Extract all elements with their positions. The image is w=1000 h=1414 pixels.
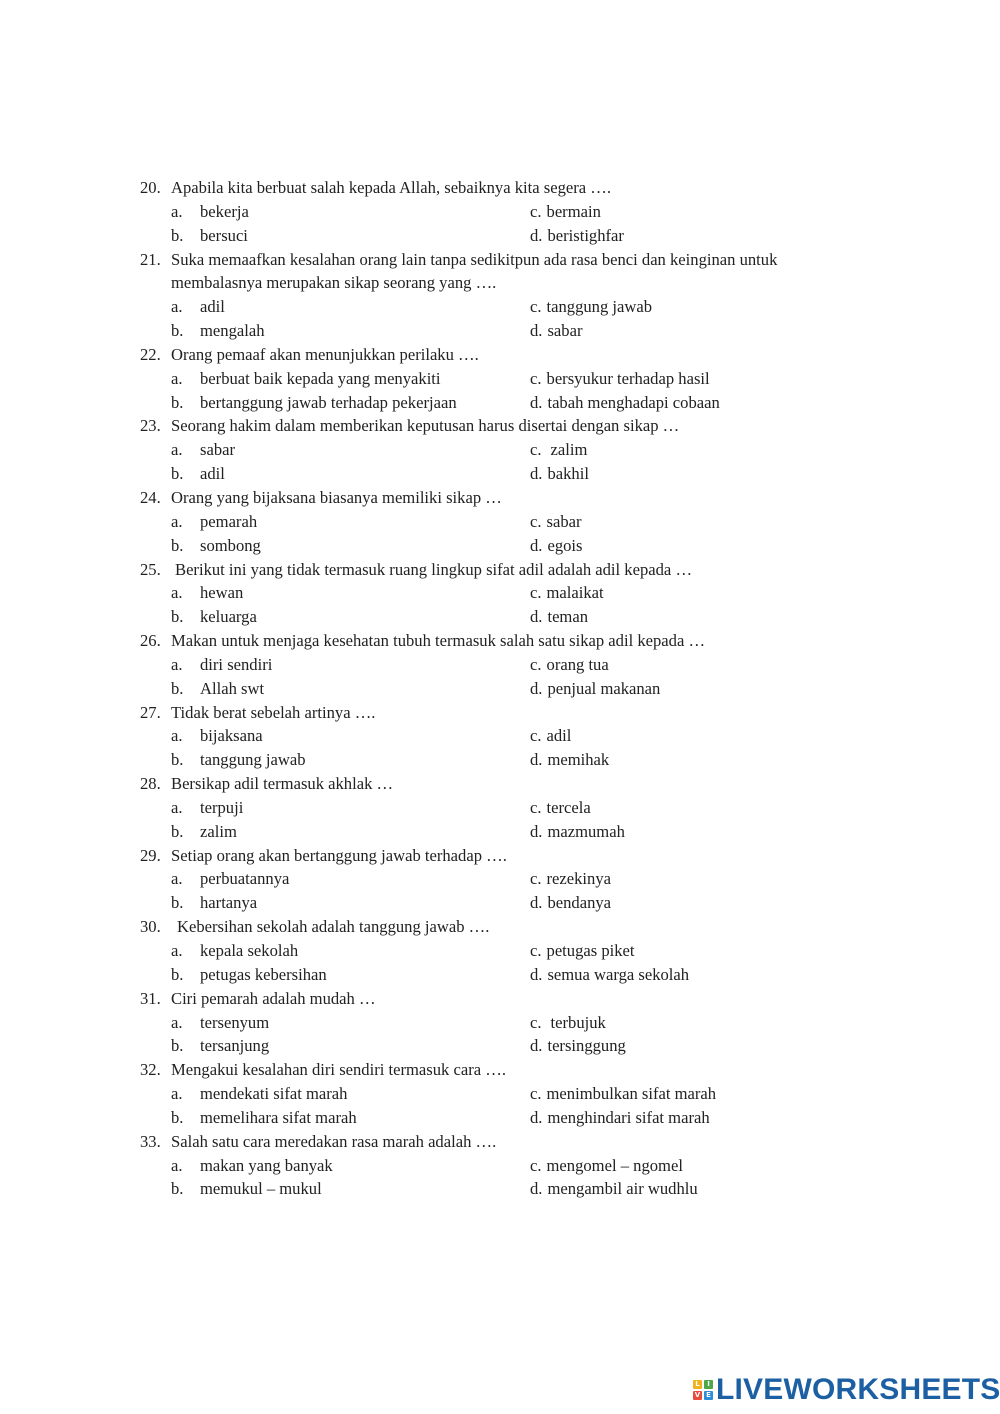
question-number: 26. <box>140 631 161 651</box>
option-d-letter: d. <box>530 392 543 412</box>
option-c-letter: c. <box>530 297 542 317</box>
question-text: Berikut ini yang tidak termasuk ruang lingkup sifat adil adalah adil kepada … <box>175 559 693 579</box>
option-a[interactable]: terpuji <box>200 797 244 817</box>
option-c[interactable] <box>530 724 571 748</box>
option-c-letter: c. <box>530 941 542 960</box>
option-c[interactable] <box>530 867 611 891</box>
question-27 <box>0 701 1000 773</box>
option-b[interactable]: bertanggung jawab terhadap pekerjaan <box>200 392 457 412</box>
option-d-letter: d. <box>530 821 543 841</box>
logo-mark-cell: L <box>693 1380 702 1389</box>
option-a[interactable]: hewan <box>200 583 244 603</box>
option-d-text: beristighfar <box>547 225 624 245</box>
option-b[interactable]: petugas kebersihan <box>200 964 327 984</box>
option-d[interactable] <box>530 534 582 558</box>
option-a[interactable]: kepala sekolah <box>200 941 299 960</box>
option-b-letter: b. <box>171 1107 184 1127</box>
question-21 <box>0 248 1000 343</box>
option-a[interactable]: sabar <box>200 440 236 460</box>
option-d-text: bendanya <box>547 893 612 913</box>
option-c-letter: c. <box>530 1012 542 1032</box>
option-c-text: tercela <box>546 797 591 817</box>
question-20 <box>0 176 1000 248</box>
question-text: Seorang hakim dalam memberikan keputusan harus disertai dengan sikap … <box>171 416 680 436</box>
question-number: 32. <box>140 1060 161 1080</box>
option-c-letter: c. <box>530 1155 542 1175</box>
option-b[interactable]: hartanya <box>200 893 258 913</box>
option-c-text: mengomel – ngomel <box>546 1155 683 1175</box>
option-c[interactable] <box>530 510 582 534</box>
question-text: Ciri pemarah adalah mudah … <box>171 988 376 1008</box>
option-c[interactable] <box>530 295 652 319</box>
question-text: Mengakui kesalahan diri sendiri termasuk cara …. <box>171 1060 506 1080</box>
question-text: Salah satu cara meredakan rasa marah adalah …. <box>171 1131 497 1151</box>
option-d-text: tabah menghadapi cobaan <box>547 392 720 412</box>
option-a[interactable]: berbuat baik kepada yang menyakiti <box>200 368 441 388</box>
option-c[interactable] <box>530 1154 683 1178</box>
option-b-letter: b. <box>171 225 184 245</box>
option-d-text: mazmumah <box>547 821 625 841</box>
option-b[interactable]: keluarga <box>200 607 257 627</box>
option-b-letter: b. <box>171 964 184 984</box>
question-32 <box>0 1058 1000 1130</box>
logo-mark-icon <box>693 1380 713 1400</box>
question-number: 29. <box>140 845 161 865</box>
option-d[interactable] <box>530 748 609 772</box>
option-d-text: memihak <box>547 750 610 770</box>
option-b-letter: b. <box>171 321 184 341</box>
question-number: 21. <box>140 249 161 269</box>
option-c-text: menimbulkan sifat marah <box>546 1084 717 1104</box>
option-a[interactable]: makan yang banyak <box>200 1155 333 1175</box>
question-number: 22. <box>140 344 161 364</box>
option-c-text: bersyukur terhadap hasil <box>546 368 710 388</box>
option-a-letter: a. <box>171 440 183 460</box>
option-d-letter: d. <box>530 321 543 341</box>
question-number: 31. <box>140 988 161 1008</box>
option-a-letter: a. <box>171 1012 183 1032</box>
option-c[interactable] <box>530 1082 716 1106</box>
question-22 <box>0 343 1000 415</box>
option-c-letter: c. <box>530 654 542 674</box>
option-c[interactable] <box>530 796 591 820</box>
question-24 <box>0 486 1000 558</box>
option-c[interactable] <box>530 367 710 391</box>
option-d[interactable] <box>530 1034 626 1058</box>
option-b-letter: b. <box>171 392 184 412</box>
question-28 <box>0 772 1000 844</box>
question-26 <box>0 629 1000 701</box>
option-a-letter: a. <box>171 1084 183 1104</box>
option-b[interactable]: adil <box>200 464 225 484</box>
option-a[interactable]: mendekati sifat marah <box>200 1084 348 1104</box>
option-c[interactable] <box>530 653 609 677</box>
question-31 <box>0 987 1000 1059</box>
option-b-letter: b. <box>171 1036 184 1056</box>
option-c-letter: c. <box>530 583 542 603</box>
option-d-text: semua warga sekolah <box>547 964 690 984</box>
option-c-text: adil <box>546 726 572 746</box>
option-c-letter: c. <box>530 1084 542 1104</box>
question-29 <box>0 844 1000 916</box>
question-text: Makan untuk menjaga kesehatan tubuh termasuk salah satu sikap adil kepada … <box>171 631 706 651</box>
option-b-letter: b. <box>171 607 184 627</box>
option-d-text: teman <box>547 607 588 627</box>
option-a-letter: a. <box>171 869 183 889</box>
option-d[interactable] <box>530 462 589 486</box>
option-d[interactable] <box>530 224 624 248</box>
question-number: 30. <box>140 917 161 937</box>
option-a[interactable]: bekerja <box>200 201 249 221</box>
option-b-letter: b. <box>171 821 184 841</box>
option-d-text: penjual makanan <box>547 678 661 698</box>
question-number: 27. <box>140 702 161 722</box>
option-d-letter: d. <box>530 225 543 245</box>
option-a[interactable]: adil <box>200 297 225 317</box>
option-c[interactable] <box>530 200 601 224</box>
option-c-letter: c. <box>530 726 542 746</box>
option-b[interactable]: tersanjung <box>200 1036 270 1056</box>
option-b-letter: b. <box>171 464 184 484</box>
question-number: 20. <box>140 178 161 197</box>
option-a[interactable]: bijaksana <box>200 726 263 746</box>
question-number: 25. <box>140 559 161 579</box>
option-a-letter: a. <box>171 511 183 531</box>
option-c-letter: c. <box>530 511 542 531</box>
option-a-letter: a. <box>171 797 183 817</box>
option-a[interactable]: perbuatannya <box>200 869 290 889</box>
option-d-letter: d. <box>530 1107 543 1127</box>
question-text-continued: membalasnya merupakan sikap seorang yang …. <box>171 273 497 293</box>
option-d-text: menghindari sifat marah <box>547 1107 710 1127</box>
option-d-letter: d. <box>530 893 543 913</box>
option-c-letter: c. <box>530 797 542 817</box>
option-b[interactable]: zalim <box>200 821 237 841</box>
logo-text: LIVEWORKSHEETS <box>716 1373 1000 1406</box>
option-a-letter: a. <box>171 201 183 221</box>
option-b-letter: b. <box>171 535 184 555</box>
liveworksheets-logo <box>693 1374 1000 1406</box>
option-b[interactable]: Allah swt <box>200 678 265 698</box>
question-text: Orang pemaaf akan menunjukkan perilaku …. <box>171 344 479 364</box>
option-a-letter: a. <box>171 583 183 603</box>
logo-mark-cell: E <box>704 1391 713 1400</box>
option-d[interactable] <box>530 677 660 701</box>
option-a-letter: a. <box>171 297 183 317</box>
option-d-letter: d. <box>530 964 543 984</box>
option-b-letter: b. <box>171 1179 184 1199</box>
option-a-letter: a. <box>171 941 183 960</box>
option-d-text: tersinggung <box>547 1036 626 1056</box>
question-text: Apabila kita berbuat salah kepada Allah, sebaiknya kita segera …. <box>171 178 612 197</box>
option-d[interactable] <box>530 1106 710 1130</box>
question-text: Suka memaafkan kesalahan orang lain tanpa sedikitpun ada rasa benci dan keinginan untuk <box>171 249 778 269</box>
option-d[interactable] <box>530 820 625 844</box>
option-b-letter: b. <box>171 678 184 698</box>
option-c[interactable] <box>530 438 587 462</box>
question-text: Setiap orang akan bertanggung jawab terhadap …. <box>171 845 507 865</box>
option-c-text: malaikat <box>546 583 604 603</box>
option-c-text: orang tua <box>546 654 609 674</box>
option-c-text: tanggung jawab <box>546 297 653 317</box>
question-number: 24. <box>140 487 161 507</box>
option-c-text: petugas piket <box>546 941 635 960</box>
option-c[interactable] <box>530 1011 606 1035</box>
option-c-text: rezekinya <box>546 869 612 889</box>
option-b[interactable]: sombong <box>200 535 261 555</box>
option-d[interactable] <box>530 605 588 629</box>
option-d-text: sabar <box>547 321 583 341</box>
option-c[interactable] <box>530 939 635 963</box>
option-d-letter: d. <box>530 750 543 770</box>
question-33 <box>0 1130 1000 1202</box>
question-25 <box>0 558 1000 630</box>
question-number: 23. <box>140 416 161 436</box>
question-number: 33. <box>140 1131 161 1151</box>
option-a[interactable]: tersenyum <box>200 1012 270 1032</box>
option-c-letter: c. <box>530 201 542 221</box>
option-c-text: bermain <box>546 201 601 221</box>
option-d-text: egois <box>547 535 583 555</box>
logo-mark-cell: V <box>694 1391 701 1399</box>
option-c-letter: c. <box>530 440 542 460</box>
option-d[interactable] <box>530 391 720 415</box>
option-c[interactable] <box>530 581 604 605</box>
option-d-letter: d. <box>530 678 543 698</box>
option-b[interactable]: memelihara sifat marah <box>200 1107 357 1127</box>
option-d-text: mengambil air wudhlu <box>547 1179 698 1199</box>
option-b[interactable]: memukul – mukul <box>200 1179 322 1199</box>
option-d[interactable] <box>530 963 689 987</box>
option-d-letter: d. <box>530 1179 543 1199</box>
option-d-letter: d. <box>530 607 543 627</box>
question-text: Bersikap adil termasuk akhlak … <box>171 774 394 794</box>
option-a-letter: a. <box>171 1155 183 1175</box>
option-a[interactable]: pemarah <box>200 511 258 531</box>
option-d-letter: d. <box>530 535 543 555</box>
question-text: Tidak berat sebelah artinya …. <box>171 702 376 722</box>
option-c-letter: c. <box>530 368 542 388</box>
option-b[interactable]: mengalah <box>200 321 265 341</box>
option-d-letter: d. <box>530 464 543 484</box>
option-a-letter: a. <box>171 726 183 746</box>
option-d[interactable] <box>530 891 611 915</box>
option-a[interactable]: diri sendiri <box>200 654 273 674</box>
question-23 <box>0 414 1000 486</box>
logo-mark-cell: I <box>704 1380 713 1389</box>
option-b-letter: b. <box>171 893 184 913</box>
question-text: Orang yang bijaksana biasanya memiliki sikap … <box>171 487 502 507</box>
question-text: Kebersihan sekolah adalah tanggung jawab …. <box>177 917 490 937</box>
option-a-letter: a. <box>171 368 183 388</box>
question-30 <box>0 915 1000 987</box>
option-d-text: bakhil <box>547 464 589 484</box>
option-a-letter: a. <box>171 654 183 674</box>
option-b[interactable]: tanggung jawab <box>200 750 306 770</box>
option-c-letter: c. <box>530 869 542 889</box>
option-b-letter: b. <box>171 750 184 770</box>
option-c-text: sabar <box>546 511 582 531</box>
option-c-text: zalim <box>550 440 588 460</box>
option-d-letter: d. <box>530 1036 543 1056</box>
option-d[interactable] <box>530 319 582 343</box>
option-b[interactable]: bersuci <box>200 225 248 245</box>
worksheet <box>0 176 1000 1201</box>
option-c-text: terbujuk <box>550 1012 606 1032</box>
option-d[interactable] <box>530 1177 698 1201</box>
question-number: 28. <box>140 774 161 794</box>
